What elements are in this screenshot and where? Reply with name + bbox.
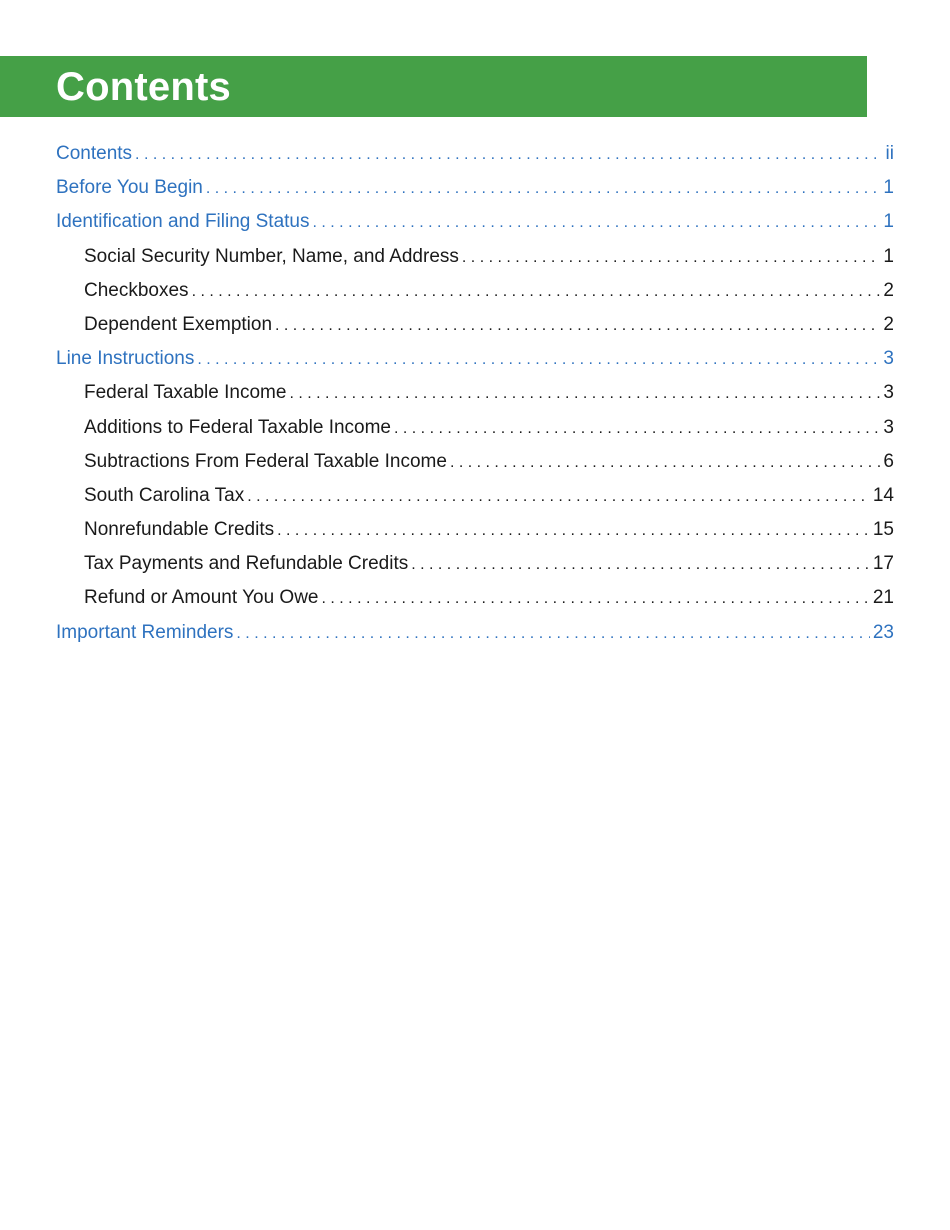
- toc-dot-leader: [462, 241, 881, 275]
- toc-dot-leader: [289, 377, 880, 411]
- toc-entry-page: 1: [883, 211, 894, 233]
- toc-entry-label: Contents: [56, 143, 133, 164]
- toc-entry-label: Checkboxes: [84, 279, 189, 301]
- toc-entry-label: Identification and Filing Status: [56, 211, 310, 233]
- header-band: [0, 56, 867, 117]
- toc-entry-label: Refund or Amount You Owe: [84, 587, 319, 609]
- toc-entry-tax-payments[interactable]: [56, 547, 894, 581]
- toc-entry-nonrefundable-credits[interactable]: [56, 513, 894, 547]
- toc-dot-leader: [236, 617, 869, 651]
- toc-entry-refund-or-amount-owe[interactable]: [56, 581, 894, 615]
- toc-entry-contents[interactable]: [56, 137, 894, 171]
- toc-entry-checkboxes[interactable]: [56, 274, 894, 308]
- toc-entry-additions[interactable]: [56, 411, 894, 445]
- toc-entry-identification-and-filing-status[interactable]: [56, 205, 894, 239]
- toc-entry-label: Additions to Federal Taxable Income: [84, 416, 391, 438]
- toc-dot-leader: [277, 514, 870, 548]
- toc-dot-leader: [322, 582, 870, 616]
- toc-entry-page: 1: [883, 245, 894, 267]
- toc-entry-ssn-name-address[interactable]: [56, 240, 894, 274]
- toc-entry-label: Nonrefundable Credits: [84, 519, 275, 541]
- toc-dot-leader: [394, 412, 880, 446]
- toc-entry-page: 15: [872, 519, 894, 541]
- toc-dot-leader: [411, 548, 870, 582]
- toc-entry-page: 2: [883, 313, 894, 335]
- toc-entry-south-carolina-tax[interactable]: [56, 479, 894, 513]
- toc-dot-leader: [192, 275, 881, 309]
- toc-entry-label: Subtractions From Federal Taxable Income: [84, 450, 447, 472]
- toc-entry-page: 3: [883, 348, 894, 370]
- toc-entry-important-reminders[interactable]: [56, 616, 894, 650]
- toc-entry-label: Federal Taxable Income: [84, 382, 287, 404]
- toc-entry-label: South Carolina Tax: [84, 484, 245, 506]
- page-title: Contents: [56, 65, 231, 109]
- toc-entry-label: Tax Payments and Refundable Credits: [84, 553, 409, 575]
- toc-entry-page: 17: [872, 553, 894, 575]
- toc-entry-label: Line Instructions: [56, 348, 195, 370]
- toc-dot-leader: [275, 309, 880, 343]
- toc-entry-federal-taxable-income[interactable]: [56, 376, 894, 410]
- toc-entry-page: 3: [883, 416, 894, 438]
- toc-dot-leader: [247, 480, 870, 514]
- table-of-contents: [56, 137, 894, 650]
- toc-entry-page: ii: [885, 143, 894, 164]
- toc-entry-label: Important Reminders: [56, 621, 234, 643]
- toc-entry-before-you-begin[interactable]: [56, 171, 894, 205]
- toc-dot-leader: [206, 172, 881, 206]
- toc-entry-dependent-exemption[interactable]: [56, 308, 894, 342]
- toc-entry-page: 2: [883, 279, 894, 301]
- toc-dot-leader: [135, 138, 883, 172]
- toc-dot-leader: [313, 206, 881, 240]
- toc-dot-leader: [450, 446, 880, 480]
- toc-entry-page: 14: [872, 484, 894, 506]
- toc-entry-page: 23: [872, 621, 894, 643]
- toc-entry-page: 3: [883, 382, 894, 404]
- toc-entry-line-instructions[interactable]: [56, 342, 894, 376]
- toc-entry-label: Before You Begin: [56, 177, 203, 199]
- toc-dot-leader: [197, 343, 880, 377]
- toc-entry-page: 6: [883, 450, 894, 472]
- toc-entry-label: Dependent Exemption: [84, 313, 273, 335]
- toc-entry-page: 1: [883, 177, 894, 199]
- toc-entry-subtractions[interactable]: [56, 445, 894, 479]
- toc-entry-page: 21: [872, 587, 894, 609]
- toc-entry-label: Social Security Number, Name, and Address: [84, 245, 459, 267]
